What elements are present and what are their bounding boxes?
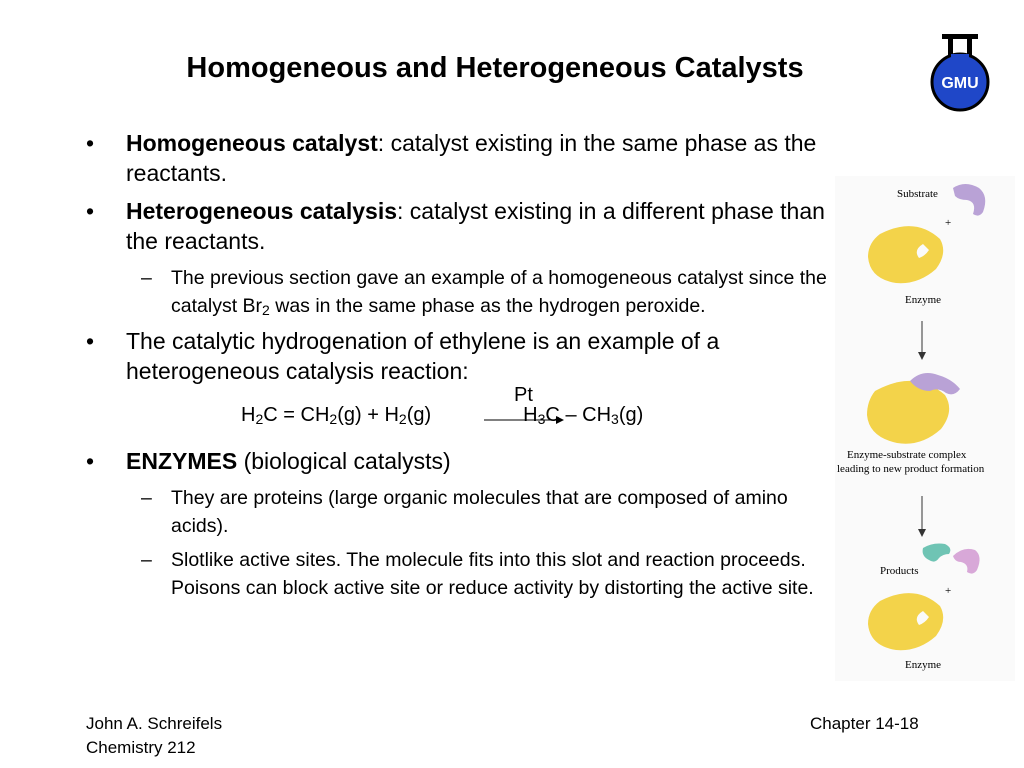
bullet-homogeneous: • Homogeneous catalyst: catalyst existing in the same phase as the reactants.	[86, 130, 817, 186]
gmu-flask-logo	[925, 30, 995, 114]
enzyme-shape-3	[868, 593, 943, 650]
substrate-shape	[953, 184, 985, 216]
bullet-hydrogenation: • The catalytic hydrogenation of ethylene is an example of a heterogeneous catalysis reaction:	[86, 328, 720, 384]
complex-label-2: leading to new product formation	[837, 463, 985, 475]
enzyme-label-1: Enzyme	[905, 294, 942, 306]
catalyst-label: Pt	[514, 384, 533, 406]
plus-1: +	[945, 217, 952, 229]
bullet-heterogeneous: • Heterogeneous catalysis: catalyst existing in a different phase than the reactants.	[86, 198, 825, 254]
enzyme-shape-1	[868, 226, 943, 283]
enzyme-mechanism-figure	[835, 176, 1015, 681]
footer-chapter: Chapter 14-18	[810, 714, 919, 733]
footer-course: Chemistry 212	[86, 738, 196, 757]
slide-title: Homogeneous and Heterogeneous Catalysts	[186, 52, 804, 84]
reaction-equation: Pt $H_2C = CH_2(g) + H_2(g)$ $H_3C - CH_3(g)$	[241, 384, 644, 427]
substrate-label: Substrate	[897, 188, 938, 200]
enzyme-shape-2	[867, 381, 949, 444]
sub-bullet-active-sites: – Slotlike active sites. The molecule fits into this slot and reaction proceeds. Poisons can block active site or reduce activity by distorting the active site.	[141, 549, 814, 599]
enzyme-label-2: Enzyme	[905, 659, 942, 671]
slide-content	[86, 128, 846, 608]
footer-author: John A. Schreifels	[86, 714, 223, 733]
sub-bullet-previous-section: – The previous section gave an example of a homogeneous catalyst since the catalyst $Br_2$ was in the same phase as the hydrogen peroxide.	[141, 267, 827, 318]
footer-left	[86, 712, 222, 760]
bullet-enzymes: • ENZYMES (biological catalysts)	[86, 448, 451, 474]
plus-2: +	[945, 585, 952, 597]
arrow-down-icon-2	[918, 529, 926, 537]
complex-label-1: Enzyme-substrate complex	[847, 449, 967, 461]
products-label: Products	[880, 565, 919, 577]
logo-text: GMU	[941, 75, 979, 92]
product-shape-2	[953, 549, 980, 574]
arrow-down-icon-1	[918, 352, 926, 360]
product-shape-1	[923, 544, 951, 562]
sub-bullet-proteins: – They are proteins (large organic molecules that are composed of amino acids).	[141, 487, 788, 537]
